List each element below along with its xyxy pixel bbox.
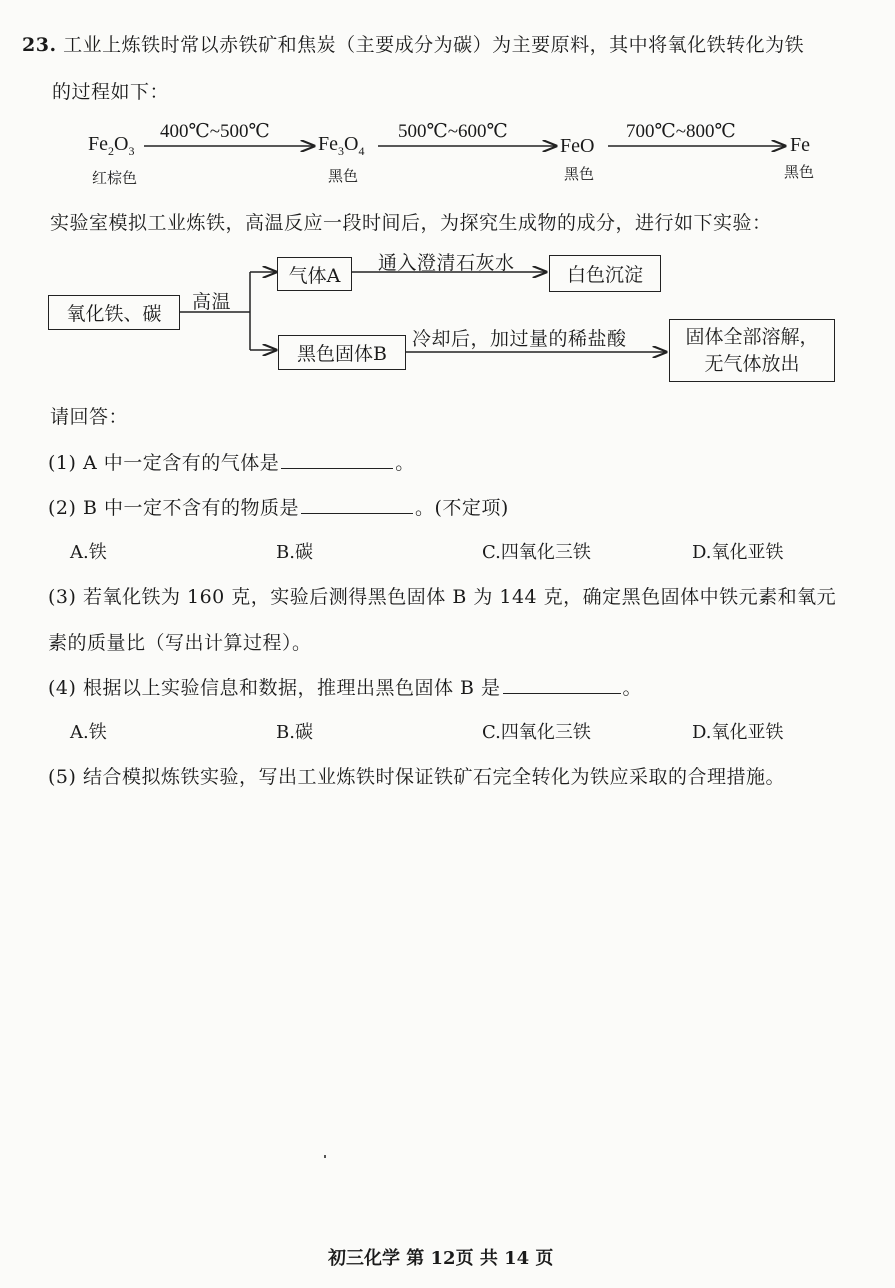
question-1: (1) A 中一定含有的气体是 。 <box>48 448 415 475</box>
q4-option-a[interactable]: A.铁 <box>70 722 107 743</box>
prompt: 请回答： <box>50 406 129 428</box>
box-gas-a: 气体A <box>277 257 352 291</box>
answer-blank-2[interactable] <box>301 494 413 514</box>
box-solid-b: 黑色固体B <box>278 335 406 370</box>
substance-fe2o3-color: 红棕色 <box>92 169 138 187</box>
substance-fe-color: 黑色 <box>784 163 815 181</box>
q4-option-b[interactable]: B.碳 <box>276 722 313 743</box>
q2-option-d[interactable]: D.氧化亚铁 <box>692 542 784 563</box>
stray-mark <box>324 1155 326 1158</box>
question-2: (2) B 中一定不含有的物质是 。(不定项) <box>48 493 509 520</box>
label-gas-step: 通入澄清石灰水 <box>378 252 515 274</box>
q2-option-c[interactable]: C.四氧化三铁 <box>482 542 591 563</box>
question-intro-text: 工业上炼铁时常以赤铁矿和焦炭（主要成分为碳）为主要原料，其中将氧化铁转化为铁 <box>63 34 805 56</box>
question-number: 23. <box>22 34 57 56</box>
label-heat: 高温 <box>192 291 232 313</box>
solid-result-line1: 固体全部溶解， <box>685 325 819 348</box>
substance-feo: FeO <box>560 135 595 157</box>
answer-blank-4[interactable] <box>503 674 621 694</box>
q4-option-c[interactable]: C.四氧化三铁 <box>482 722 591 743</box>
substance-fe3o4: $Fe_3O_4$ <box>318 133 365 158</box>
q2-option-a[interactable]: A.铁 <box>70 542 107 563</box>
q2-option-b[interactable]: B.碳 <box>276 542 313 563</box>
condition-2: 500℃~600℃ <box>398 121 508 142</box>
question-intro-line2: 的过程如下： <box>52 81 170 103</box>
page-footer: 初三化学 第 12页 共 14 页 <box>328 1248 554 1269</box>
label-solid-step: 冷却后，加过量的稀盐酸 <box>412 328 627 350</box>
question-5: (5) 结合模拟炼铁实验，写出工业炼铁时保证铁矿石完全转化为铁应采取的合理措施。 <box>48 766 785 788</box>
condition-3: 700℃~800℃ <box>626 121 736 142</box>
box-reactants: 氧化铁、碳 <box>48 295 180 330</box>
condition-1: 400℃~500℃ <box>160 121 270 142</box>
substance-fe2o3: $Fe_2O_3$ <box>88 133 135 158</box>
box-solid-result <box>669 319 835 382</box>
question-3-line2: 素的质量比（写出计算过程）。 <box>48 632 312 654</box>
q4-option-d[interactable]: D.氧化亚铁 <box>692 722 784 743</box>
question-3-line1: (3) 若氧化铁为 160 克，实验后测得黑色固体 B 为 144 克，确定黑色固体中铁元素和氧元 <box>48 586 837 608</box>
box-gas-result: 白色沉淀 <box>549 255 661 292</box>
substance-feo-color: 黑色 <box>564 165 595 183</box>
substance-fe3o4-color: 黑色 <box>328 167 359 185</box>
question-4: (4) 根据以上实验信息和数据，推理出黑色固体 B 是 。 <box>48 673 642 700</box>
solid-result-line2: 无气体放出 <box>704 352 800 375</box>
lab-intro: 实验室模拟工业炼铁，高温反应一段时间后，为探究生成物的成分，进行如下实验： <box>50 212 772 234</box>
substance-fe: Fe <box>790 134 810 156</box>
answer-blank-1[interactable] <box>281 449 393 469</box>
